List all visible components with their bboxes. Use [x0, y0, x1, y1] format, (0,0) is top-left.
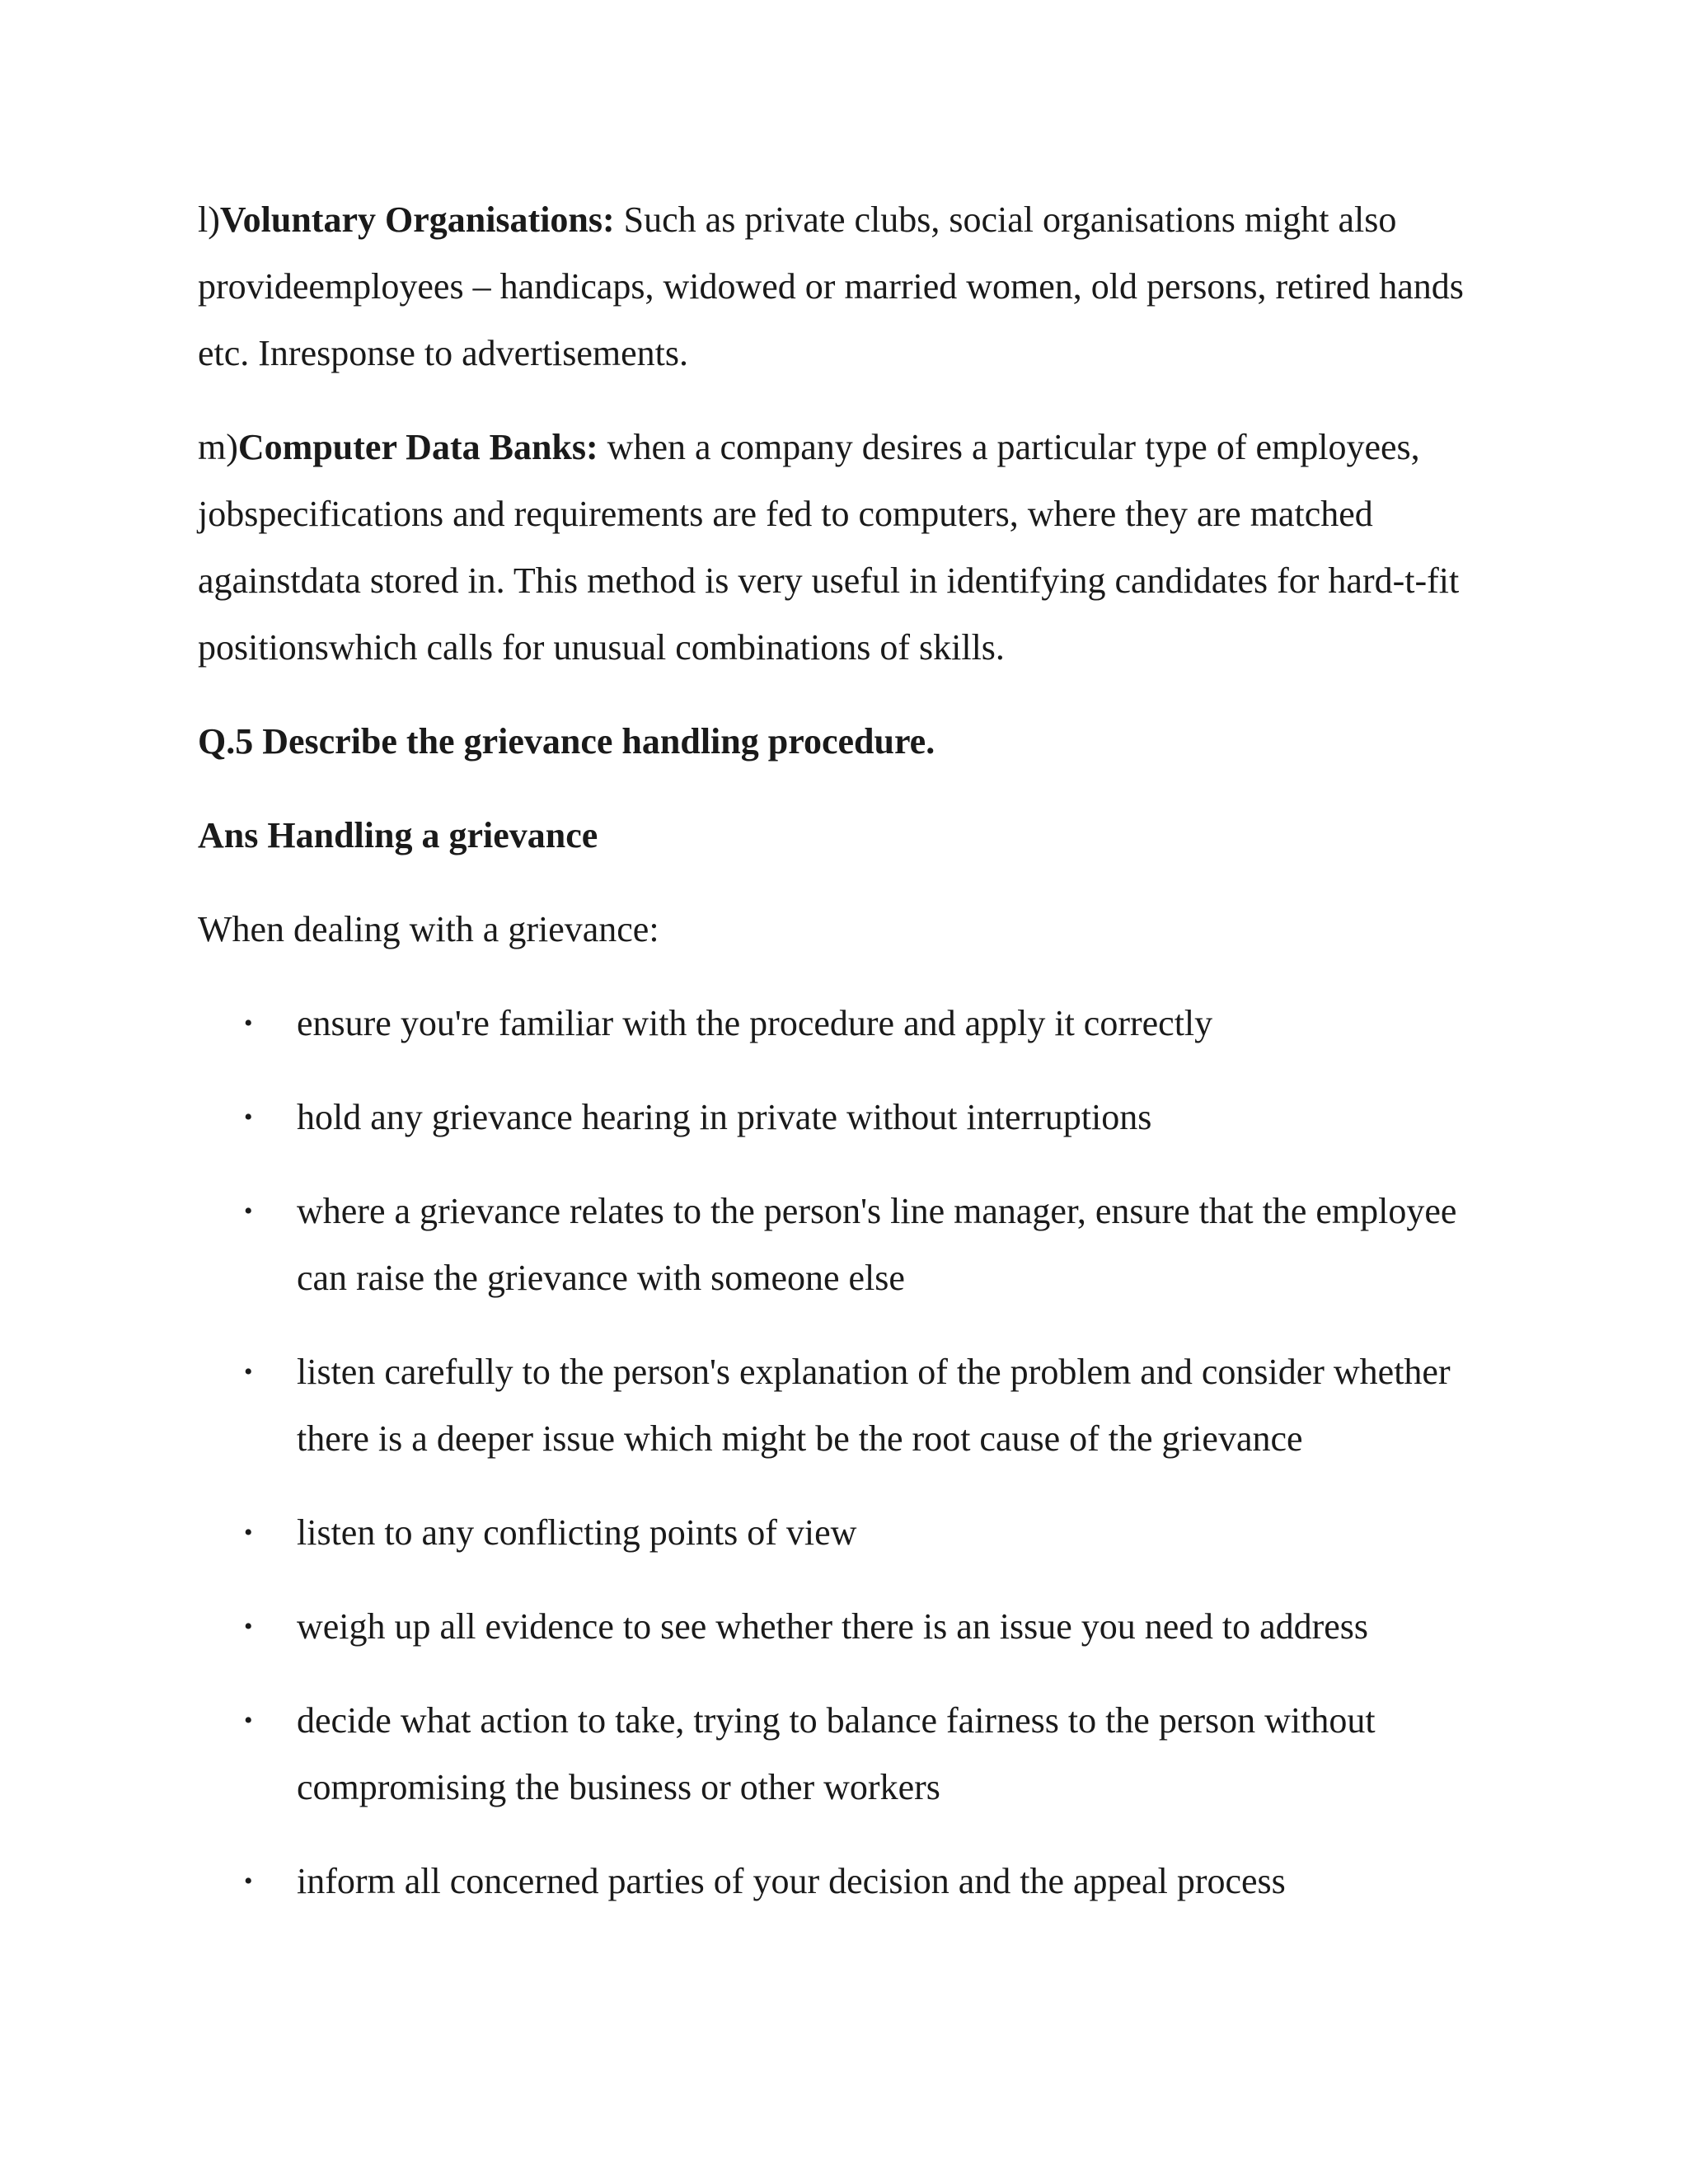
list-item-text: where a grievance relates to the person's line manager, ensure that the employee can raise the grievance with someone else [297, 1191, 1457, 1298]
list-item-text: weigh up all evidence to see whether there is an issue you need to address [297, 1606, 1369, 1647]
grievance-steps-list [198, 990, 1500, 1915]
paragraph-text: Such as private clubs, social organisations might also provideemployees – handicaps, widowed or married women, old persons, retired hands etc. Inresponse to advertisements. [198, 199, 1464, 373]
list-item [198, 1338, 1500, 1472]
bullet-icon: • [244, 1010, 253, 1037]
paragraph-computer-data-banks [198, 414, 1500, 681]
list-item [198, 1593, 1500, 1660]
list-item-text: decide what action to take, trying to balance fairness to the person without compromising the business or other workers [297, 1700, 1376, 1807]
intro-text: When dealing with a grievance: [198, 909, 659, 949]
list-item-text: listen carefully to the person's explanation of the problem and consider whether there is a deeper issue which might be the root cause of the grievance [297, 1352, 1451, 1459]
bullet-icon: • [244, 1358, 253, 1385]
term-label: Computer Data Banks: [237, 427, 598, 467]
bullet-icon: • [244, 1197, 253, 1225]
answer-heading: Ans Handling a grievance [198, 815, 598, 855]
list-item [198, 1084, 1500, 1151]
list-marker: m) [198, 427, 238, 467]
list-item-text: inform all concerned parties of your decision and the appeal process [297, 1861, 1286, 1901]
paragraph-text: when a company desires a particular type of employees, jobspecifications and requirements are fed to computers, where they are matched againstdata stored in. This method is very useful in identifying candidates for hard-t-fit positionswhich calls for unusual combinations of skills. [198, 427, 1460, 668]
document-page [198, 186, 1500, 1942]
list-item [198, 990, 1500, 1057]
question-heading: Q.5 Describe the grievance handling procedure. [198, 721, 935, 762]
list-item-text: hold any grievance hearing in private without interruptions [297, 1097, 1152, 1137]
bullet-icon: • [244, 1519, 253, 1546]
bullet-icon: • [244, 1613, 253, 1640]
paragraph-voluntary-organisations [198, 186, 1500, 387]
list-item-text: listen to any conflicting points of view [297, 1512, 857, 1553]
list-item [198, 1848, 1500, 1915]
list-item [198, 1178, 1500, 1311]
list-item-text: ensure you're familiar with the procedure and apply it correctly [297, 1003, 1213, 1043]
list-item [198, 1687, 1500, 1821]
list-marker: l) [198, 199, 220, 240]
term-label: Voluntary Organisations: [219, 199, 615, 240]
bullet-icon: • [244, 1868, 253, 1895]
bullet-icon: • [244, 1707, 253, 1734]
list-item [198, 1499, 1500, 1566]
bullet-icon: • [244, 1104, 253, 1131]
